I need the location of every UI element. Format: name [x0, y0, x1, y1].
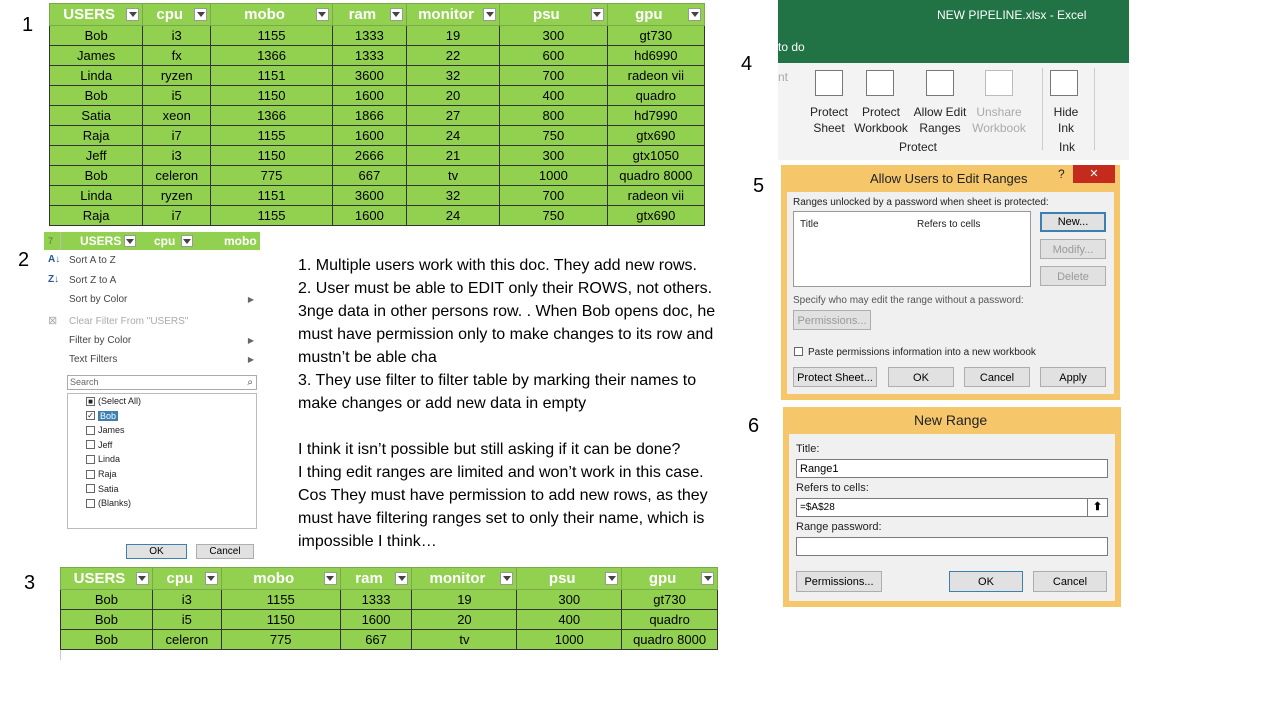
table-row — [50, 166, 705, 186]
table-cell[interactable]: Bob — [50, 166, 143, 186]
filter-dropdown-menu — [44, 232, 260, 562]
table-cell[interactable]: 700 — [500, 66, 607, 86]
protect-workbook-icon — [866, 70, 894, 96]
filter-dropdown-icon[interactable] — [701, 572, 714, 585]
column-header-label: mobo — [253, 570, 295, 587]
table-cell[interactable]: 24 — [406, 206, 499, 226]
filter-cancel-button[interactable]: Cancel — [196, 544, 254, 559]
table-cell[interactable]: 19 — [406, 26, 499, 46]
column-header — [622, 568, 718, 590]
filter-value-item[interactable] — [86, 425, 125, 435]
text-line: Cos They must have permission to add new rows, as they — [298, 487, 708, 504]
table-cell[interactable]: 1366 — [211, 46, 333, 66]
search-icon: ⌕ — [247, 377, 253, 388]
table-cell[interactable]: 1333 — [332, 46, 406, 66]
table-row — [50, 106, 705, 126]
help-icon[interactable]: ? — [1058, 167, 1065, 181]
table-cell[interactable]: Bob — [61, 610, 153, 630]
table-cell[interactable]: 20 — [412, 610, 517, 630]
filter-by-color[interactable]: Filter by Color — [69, 335, 132, 346]
label-2: 2 — [18, 249, 30, 271]
text-line: I thing edit ranges are limited and won’t work in this case. — [298, 464, 704, 481]
sort-za-icon: Z↓ — [48, 274, 60, 285]
filter-dropdown-icon[interactable] — [126, 8, 139, 21]
submenu-arrow-icon: ▶ — [247, 336, 254, 345]
table-cell[interactable]: radeon vii — [607, 186, 704, 206]
table-cell[interactable]: tv — [412, 630, 517, 650]
column-header — [221, 568, 340, 590]
filter-dropdown-icon[interactable] — [324, 572, 337, 585]
filter-value-item[interactable] — [86, 484, 119, 494]
dialog-title: New Range — [914, 412, 988, 428]
table-cell[interactable]: 300 — [500, 146, 607, 166]
filter-search-input[interactable] — [67, 375, 257, 390]
text-line: 3. They use filter to filter table by marking their names to — [298, 372, 697, 389]
table-cell[interactable]: 300 — [517, 590, 622, 610]
table-cell[interactable]: 1151 — [211, 66, 333, 86]
title-label: Title: — [796, 443, 820, 455]
table-cell[interactable]: 1150 — [221, 610, 340, 630]
table-cell[interactable]: Bob — [50, 86, 143, 106]
column-header-label: psu — [533, 6, 560, 23]
question-text — [298, 254, 748, 553]
filter-dropdown-icon[interactable] — [390, 8, 403, 21]
filter-value-label: Satia — [98, 483, 119, 494]
column-header-label: cpu — [156, 6, 184, 23]
row-number: 7 — [48, 236, 54, 246]
table-cell[interactable]: tv — [406, 166, 499, 186]
table-cell[interactable]: Satia — [50, 106, 143, 126]
table-cell[interactable]: James — [50, 46, 143, 66]
paste-permissions-label: Paste permissions information into a new workbook — [808, 347, 1036, 358]
column-header — [406, 4, 499, 26]
column-header-label: mobo — [244, 6, 285, 23]
column-header-label: gpu — [635, 6, 663, 23]
table-cell[interactable]: 800 — [500, 106, 607, 126]
window-title: NEW PIPELINE.xlsx - Excel — [937, 8, 1087, 22]
filter-value-item[interactable] — [86, 454, 120, 464]
table-cell[interactable]: 1000 — [500, 166, 607, 186]
table-row — [61, 610, 718, 630]
dialog-title: Allow Users to Edit Ranges — [870, 171, 1028, 186]
label-3: 3 — [24, 572, 36, 594]
text-line: 1. Multiple users work with this doc. They add new rows. — [298, 257, 697, 274]
hide-ink-icon — [1050, 70, 1078, 96]
table-cell[interactable]: 32 — [406, 66, 499, 86]
table-cell[interactable]: celeron — [143, 166, 211, 186]
users-filter-button[interactable] — [124, 235, 136, 247]
allow-edit-ranges-button[interactable]: Allow Edit Ranges — [913, 105, 967, 135]
users-table-full — [49, 3, 705, 226]
table-cell[interactable]: 600 — [500, 46, 607, 66]
text-line: make changes or add new data in empty — [298, 395, 587, 412]
table-cell[interactable]: quadro — [622, 610, 718, 630]
table-cell[interactable]: i7 — [143, 126, 211, 146]
filter-value-item[interactable] — [86, 469, 117, 479]
filter-dropdown-icon[interactable] — [205, 572, 218, 585]
unshare-workbook-button[interactable]: Unshare Workbook — [972, 105, 1026, 135]
table-cell[interactable]: 19 — [412, 590, 517, 610]
table-cell[interactable]: 1600 — [332, 206, 406, 226]
column-header-label: USERS — [73, 570, 126, 587]
column-header-label: monitor — [429, 570, 486, 587]
column-header — [607, 4, 704, 26]
table-cell[interactable]: i3 — [143, 26, 211, 46]
table-cell[interactable]: quadro 8000 — [607, 166, 704, 186]
table-cell[interactable]: 1155 — [211, 126, 333, 146]
users-table-filtered — [60, 567, 718, 650]
header-cpu: cpu — [154, 234, 176, 248]
column-header — [332, 4, 406, 26]
checkbox[interactable]: ✓ — [87, 411, 94, 421]
modify-button[interactable]: Modify... — [1040, 239, 1106, 259]
filter-dropdown-icon[interactable] — [591, 8, 604, 21]
collapse-dialog-icon[interactable]: ⬆ — [1087, 498, 1108, 517]
header-users: USERS — [80, 234, 122, 248]
clear-filter-icon: ⊠ — [48, 315, 58, 327]
table-cell[interactable]: 1155 — [211, 206, 333, 226]
table-cell[interactable]: gtx690 — [607, 126, 704, 146]
table-cell[interactable]: 27 — [406, 106, 499, 126]
checkbox[interactable] — [86, 455, 95, 464]
filter-value-label: James — [98, 425, 125, 436]
table-cell[interactable]: Linda — [50, 186, 143, 206]
search-placeholder: Search — [70, 377, 99, 387]
group-label-protect: Protect — [898, 140, 937, 154]
table-cell[interactable]: 750 — [500, 126, 607, 146]
column-header — [152, 568, 221, 590]
text-line: must have filtering ranges set to only their name, which is — [298, 510, 705, 527]
checkbox[interactable] — [86, 426, 95, 435]
unshare-workbook-icon — [985, 70, 1013, 96]
table-row — [61, 590, 718, 610]
refers-label: Refers to cells: — [796, 482, 869, 494]
filter-value-item[interactable] — [86, 498, 131, 508]
group-label-ink: Ink — [1058, 140, 1075, 154]
table-cell[interactable]: 1366 — [211, 106, 333, 126]
table-cell[interactable]: 1600 — [340, 610, 412, 630]
filter-value-label: Raja — [98, 469, 117, 479]
sort-z-to-a[interactable]: Sort Z to A — [69, 275, 117, 286]
close-button[interactable]: ✕ — [1073, 165, 1115, 183]
table-cell[interactable]: Linda — [50, 66, 143, 86]
table-row — [50, 186, 705, 206]
column-header-label: monitor — [418, 6, 474, 23]
cancel-button[interactable]: Cancel — [964, 367, 1030, 387]
column-header-label: ram — [348, 6, 377, 23]
table-row — [50, 126, 705, 146]
cpu-filter-button[interactable] — [181, 235, 193, 247]
filter-value-item[interactable] — [86, 396, 141, 406]
table-cell[interactable]: Bob — [61, 590, 153, 610]
submenu-arrow-icon: ▶ — [247, 295, 254, 304]
text-line: impossible I think… — [298, 533, 437, 550]
filter-dropdown-icon[interactable] — [688, 8, 701, 21]
table-cell[interactable]: hd7990 — [607, 106, 704, 126]
checkbox[interactable]: ■ — [86, 397, 95, 406]
table-cell[interactable]: 20 — [406, 86, 499, 106]
table-row — [50, 46, 705, 66]
group-divider — [1094, 68, 1095, 150]
table-cell[interactable]: 22 — [406, 46, 499, 66]
table-cell[interactable]: 1000 — [517, 630, 622, 650]
table-cell[interactable]: radeon vii — [607, 66, 704, 86]
table-cell[interactable]: gtx1050 — [607, 146, 704, 166]
table-cell[interactable]: Raja — [50, 126, 143, 146]
text-line: mustn’t be able cha — [298, 349, 437, 366]
filter-dropdown-icon[interactable] — [316, 8, 329, 21]
table-cell[interactable]: 700 — [500, 186, 607, 206]
text-line: 2. User must be able to EDIT only their ROWS, not others. — [298, 280, 713, 297]
sheet-empty-row — [60, 650, 718, 660]
filter-dropdown-icon[interactable] — [136, 572, 149, 585]
paste-permissions-checkbox[interactable] — [794, 347, 803, 356]
table-cell[interactable]: 1333 — [340, 590, 412, 610]
table-row — [50, 66, 705, 86]
table-cell[interactable]: 775 — [211, 166, 333, 186]
filter-dropdown-icon[interactable] — [605, 572, 618, 585]
table-cell[interactable]: xeon — [143, 106, 211, 126]
table-cell[interactable]: Jeff — [50, 146, 143, 166]
protect-sheet-icon — [815, 70, 843, 96]
table-cell[interactable]: 400 — [517, 610, 622, 630]
apply-button[interactable]: Apply — [1040, 367, 1106, 387]
table-cell[interactable]: gt730 — [622, 590, 718, 610]
table-cell[interactable]: 2666 — [332, 146, 406, 166]
sort-a-to-z[interactable]: Sort A to Z — [69, 255, 116, 266]
table-row — [61, 630, 718, 650]
cancel-button[interactable]: Cancel — [1033, 571, 1107, 592]
header-mobo: mobo — [224, 234, 257, 248]
column-header-label: cpu — [166, 570, 194, 587]
table-cell[interactable]: ryzen — [143, 66, 211, 86]
filter-header-row — [44, 232, 260, 250]
new-range-button[interactable]: New... — [1040, 212, 1106, 232]
allow-users-dialog — [781, 165, 1120, 400]
table-cell[interactable]: Raja — [50, 206, 143, 226]
filter-dropdown-icon[interactable] — [194, 8, 207, 21]
table-cell[interactable]: gt730 — [607, 26, 704, 46]
table-cell[interactable]: 1150 — [211, 86, 333, 106]
column-header-label: psu — [548, 570, 576, 587]
column-header — [61, 568, 153, 590]
filter-value-label: (Select All) — [98, 396, 142, 406]
table-cell[interactable]: 667 — [332, 166, 406, 186]
text-line: must have permission only to make changes to its row and — [298, 326, 714, 343]
table-cell[interactable]: 775 — [221, 630, 340, 650]
checkbox[interactable] — [86, 484, 95, 493]
table-cell[interactable]: i5 — [152, 610, 221, 630]
table-cell[interactable]: i7 — [143, 206, 211, 226]
column-header — [50, 4, 143, 26]
table-row — [50, 146, 705, 166]
title-input[interactable]: Range1 — [796, 459, 1108, 478]
tell-me-box[interactable]: to do — [778, 40, 805, 54]
excel-ribbon — [778, 0, 1129, 160]
divider — [60, 232, 61, 250]
ok-button[interactable]: OK — [949, 571, 1023, 592]
table-cell[interactable]: celeron — [152, 630, 221, 650]
filter-value-label: Linda — [98, 454, 121, 465]
text-line — [298, 415, 748, 438]
table-cell[interactable]: 3600 — [332, 66, 406, 86]
table-cell[interactable]: 21 — [406, 146, 499, 166]
filter-dropdown-icon[interactable] — [483, 8, 496, 21]
delete-button[interactable]: Delete — [1040, 266, 1106, 286]
new-range-dialog — [783, 407, 1121, 607]
protect-workbook-button[interactable]: Protect Workbook — [854, 105, 908, 135]
column-header-label: USERS — [63, 6, 115, 23]
table-cell[interactable]: 750 — [500, 206, 607, 226]
table-cell[interactable]: i3 — [143, 146, 211, 166]
ok-button[interactable]: OK — [888, 367, 954, 387]
filter-value-label: Jeff — [98, 439, 113, 450]
refers-input[interactable]: =$A$28 — [796, 498, 1088, 517]
table-cell[interactable]: 1600 — [332, 86, 406, 106]
table-cell[interactable]: gtx690 — [607, 206, 704, 226]
table-cell[interactable]: 24 — [406, 126, 499, 146]
label-4: 4 — [741, 53, 753, 75]
table-cell[interactable]: 1333 — [332, 26, 406, 46]
column-title: Title — [800, 219, 819, 230]
table-cell[interactable]: 1155 — [211, 26, 333, 46]
table-cell[interactable]: 1151 — [211, 186, 333, 206]
table-cell[interactable]: i5 — [143, 86, 211, 106]
label-6: 6 — [748, 415, 760, 437]
allow-edit-ranges-icon — [926, 70, 954, 96]
table-row — [50, 206, 705, 226]
filter-values-list — [67, 393, 257, 529]
table-cell[interactable]: 32 — [406, 186, 499, 206]
checkbox[interactable] — [86, 470, 95, 479]
password-input[interactable] — [796, 537, 1108, 556]
protect-sheet-dialog-button[interactable]: Protect Sheet... — [793, 367, 877, 387]
ranges-label: Ranges unlocked by a password when sheet is protected: — [793, 197, 1049, 208]
table-cell[interactable]: 1150 — [211, 146, 333, 166]
filter-value-item[interactable] — [86, 411, 118, 421]
permissions-button[interactable]: Permissions... — [796, 571, 882, 592]
permissions-button[interactable]: Permissions... — [793, 310, 871, 330]
table-cell[interactable]: fx — [143, 46, 211, 66]
column-header — [211, 4, 333, 26]
column-header — [517, 568, 622, 590]
specify-label: Specify who may edit the range without a password: — [793, 295, 1024, 306]
table-cell[interactable]: i3 — [152, 590, 221, 610]
filter-dropdown-icon[interactable] — [500, 572, 513, 585]
table-cell[interactable]: quadro 8000 — [622, 630, 718, 650]
column-header — [340, 568, 412, 590]
password-label: Range password: — [796, 521, 882, 533]
group-divider — [1042, 68, 1043, 150]
filter-value-item[interactable] — [86, 440, 112, 450]
title-bar — [778, 0, 1129, 63]
table-cell[interactable]: Bob — [61, 630, 153, 650]
table-cell[interactable]: ryzen — [143, 186, 211, 206]
table-cell[interactable]: 300 — [500, 26, 607, 46]
filter-dropdown-icon[interactable] — [395, 572, 408, 585]
table-cell[interactable]: 667 — [340, 630, 412, 650]
column-header-label: ram — [355, 570, 383, 587]
text-filters[interactable]: Text Filters — [69, 354, 118, 365]
column-refers: Refers to cells — [917, 219, 981, 230]
column-header — [500, 4, 607, 26]
text-line: I think it isn’t possible but still asking if it can be done? — [298, 441, 681, 458]
filter-value-label: (Blanks) — [98, 498, 132, 509]
column-header-label: gpu — [648, 570, 677, 587]
table-cell[interactable]: 3600 — [332, 186, 406, 206]
label-5: 5 — [753, 175, 765, 197]
table-cell[interactable]: 1600 — [332, 126, 406, 146]
protect-sheet-button[interactable]: Protect Sheet — [809, 105, 848, 135]
column-header — [143, 4, 211, 26]
table-cell[interactable]: quadro — [607, 86, 704, 106]
table-cell[interactable]: 1866 — [332, 106, 406, 126]
sort-by-color[interactable]: Sort by Color — [69, 294, 128, 305]
filter-value-label: Bob — [100, 410, 117, 421]
submenu-arrow-icon: ▶ — [247, 355, 254, 364]
column-header — [412, 568, 517, 590]
hide-ink-button[interactable]: Hide Ink — [1053, 105, 1079, 135]
table-cell[interactable]: 1155 — [221, 590, 340, 610]
table-row — [50, 26, 705, 46]
table-cell[interactable]: 400 — [500, 86, 607, 106]
text-line: 3nge data in other persons row. . When Bob opens doc, he — [298, 303, 716, 320]
sort-az-icon: A↓ — [48, 254, 61, 265]
clear-filter[interactable]: Clear Filter From "USERS" — [69, 316, 189, 327]
table-cell[interactable]: hd6990 — [607, 46, 704, 66]
ranges-list[interactable] — [793, 211, 1031, 287]
table-row — [50, 86, 705, 106]
table-cell[interactable]: Bob — [50, 26, 143, 46]
checkbox[interactable] — [86, 440, 95, 449]
checkbox[interactable] — [86, 499, 95, 508]
label-1: 1 — [22, 14, 34, 36]
clipped-label: nt — [778, 70, 789, 84]
filter-ok-button[interactable]: OK — [126, 544, 187, 559]
